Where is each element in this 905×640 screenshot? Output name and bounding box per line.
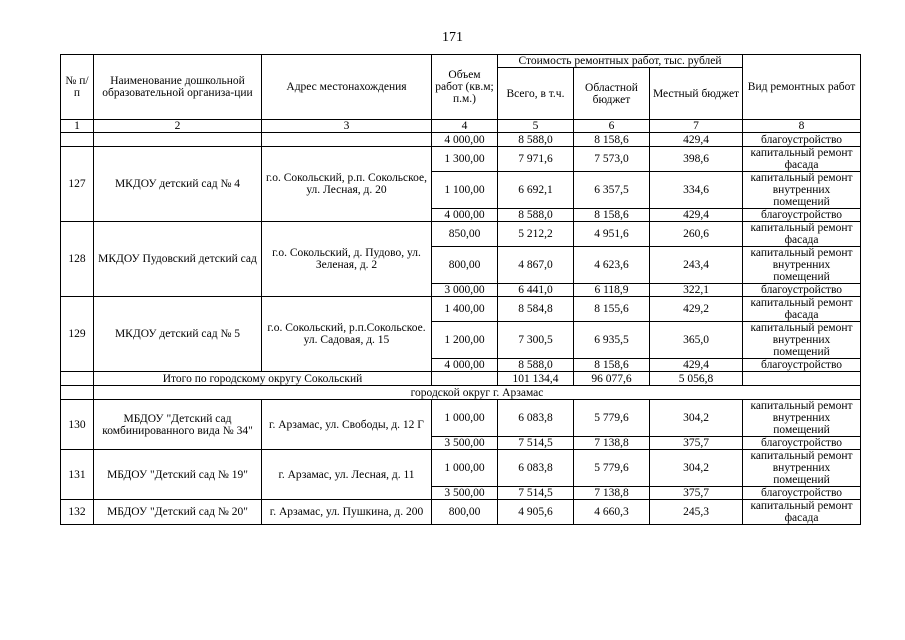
header-regional: Областной бюджет	[574, 68, 650, 120]
volume-cell: 1 400,00	[432, 297, 498, 322]
page-number: 171	[442, 30, 463, 45]
volume-cell: 4 000,00	[432, 133, 498, 147]
address-cell: г.о. Сокольский, д. Пудово, ул. Зеленая, д. 2	[262, 222, 432, 297]
work-type-cell: благоустройство	[743, 437, 861, 450]
col-number: 6	[574, 120, 650, 133]
header-address: Адрес местонахождения	[262, 55, 432, 120]
empty-cell	[94, 133, 262, 147]
repair-works-table	[60, 54, 861, 525]
local-cell: 375,7	[650, 487, 743, 500]
carry-over-row	[61, 133, 861, 147]
volume-cell: 4 000,00	[432, 359, 498, 372]
work-type-cell: капитальный ремонт фасада	[743, 147, 861, 172]
row-number-cell: 132	[61, 500, 94, 525]
institution-name-cell: МКДОУ детский сад № 5	[94, 297, 262, 372]
total-cell: 8 588,0	[498, 359, 574, 372]
local-cell: 429,4	[650, 209, 743, 222]
empty-cell	[743, 372, 861, 386]
col-number: 3	[262, 120, 432, 133]
local-cell: 260,6	[650, 222, 743, 247]
subtotal-row	[61, 372, 861, 386]
header-work-type: Вид ремонтных работ	[743, 55, 861, 120]
address-cell: г. Арзамас, ул. Свободы, д. 12 Г	[262, 400, 432, 450]
total-cell: 6 441,0	[498, 284, 574, 297]
header-row	[61, 55, 861, 68]
regional-cell: 7 573,0	[574, 147, 650, 172]
regional-cell: 8 158,6	[574, 359, 650, 372]
volume-cell: 1 200,00	[432, 322, 498, 359]
regional-cell: 5 779,6	[574, 450, 650, 487]
table-row	[61, 450, 861, 487]
total-cell: 6 083,8	[498, 450, 574, 487]
work-type-cell: благоустройство	[743, 359, 861, 372]
header-total: Всего, в т.ч.	[498, 68, 574, 120]
work-type-cell: благоустройство	[743, 133, 861, 147]
volume-cell: 1 100,00	[432, 172, 498, 209]
total-cell: 8 584,8	[498, 297, 574, 322]
work-type-cell: капитальный ремонт внутренних помещений	[743, 322, 861, 359]
institution-name-cell: МБДОУ "Детский сад комбинированного вида № 34"	[94, 400, 262, 450]
institution-name-cell: МБДОУ "Детский сад № 20"	[94, 500, 262, 525]
row-number-cell: 127	[61, 147, 94, 222]
volume-cell: 4 000,00	[432, 209, 498, 222]
total-cell: 4 905,6	[498, 500, 574, 525]
volume-cell: 3 500,00	[432, 437, 498, 450]
regional-cell: 8 155,6	[574, 297, 650, 322]
header-volume: Объем работ (кв.м; п.м.)	[432, 55, 498, 120]
local-cell: 243,4	[650, 247, 743, 284]
total-cell: 7 300,5	[498, 322, 574, 359]
regional-cell: 7 138,8	[574, 437, 650, 450]
table-row	[61, 500, 861, 525]
volume-cell: 1 000,00	[432, 400, 498, 437]
total-cell: 5 212,2	[498, 222, 574, 247]
work-type-cell: капитальный ремонт внутренних помещений	[743, 247, 861, 284]
header-local: Местный бюджет	[650, 68, 743, 120]
address-cell: г. Арзамас, ул. Лесная, д. 11	[262, 450, 432, 500]
total-cell: 8 588,0	[498, 209, 574, 222]
regional-cell: 4 951,6	[574, 222, 650, 247]
row-number-cell: 130	[61, 400, 94, 450]
col-number: 8	[743, 120, 861, 133]
work-type-cell: благоустройство	[743, 284, 861, 297]
work-type-cell: капитальный ремонт фасада	[743, 297, 861, 322]
work-type-cell: капитальный ремонт внутренних помещений	[743, 172, 861, 209]
address-cell: г.о. Сокольский, р.п.Сокольское. ул. Садовая, д. 15	[262, 297, 432, 372]
volume-cell: 1 300,00	[432, 147, 498, 172]
column-numbers-row	[61, 120, 861, 133]
local-cell: 429,2	[650, 297, 743, 322]
total-cell: 6 692,1	[498, 172, 574, 209]
total-cell: 7 514,5	[498, 487, 574, 500]
col-number: 5	[498, 120, 574, 133]
total-cell: 6 083,8	[498, 400, 574, 437]
col-number: 7	[650, 120, 743, 133]
volume-cell: 800,00	[432, 247, 498, 284]
header-num: № п/п	[61, 55, 94, 120]
col-number: 2	[94, 120, 262, 133]
local-cell: 322,1	[650, 284, 743, 297]
regional-cell: 8 158,6	[574, 133, 650, 147]
local-cell: 5 056,8	[650, 372, 743, 386]
volume-cell: 800,00	[432, 500, 498, 525]
local-cell: 398,6	[650, 147, 743, 172]
local-cell: 304,2	[650, 450, 743, 487]
work-type-cell: капитальный ремонт фасада	[743, 222, 861, 247]
work-type-cell: капитальный ремонт внутренних помещений	[743, 400, 861, 437]
volume-cell: 1 000,00	[432, 450, 498, 487]
col-number: 4	[432, 120, 498, 133]
regional-cell: 7 138,8	[574, 487, 650, 500]
table-row	[61, 222, 861, 247]
regional-cell: 4 660,3	[574, 500, 650, 525]
regional-cell: 4 623,6	[574, 247, 650, 284]
local-cell: 334,6	[650, 172, 743, 209]
regional-cell: 8 158,6	[574, 209, 650, 222]
regional-cell: 5 779,6	[574, 400, 650, 437]
header-name: Наименование дошкольной образовательной организа-ции	[94, 55, 262, 120]
empty-cell	[61, 386, 94, 400]
work-type-cell: капитальный ремонт фасада	[743, 500, 861, 525]
table-row	[61, 400, 861, 437]
total-cell: 8 588,0	[498, 133, 574, 147]
subtotal-label: Итого по городскому округу Сокольский	[94, 372, 432, 386]
total-cell: 7 971,6	[498, 147, 574, 172]
volume-cell: 850,00	[432, 222, 498, 247]
regional-cell: 6 118,9	[574, 284, 650, 297]
total-cell: 4 867,0	[498, 247, 574, 284]
work-type-cell: капитальный ремонт внутренних помещений	[743, 450, 861, 487]
table-row	[61, 297, 861, 322]
local-cell: 429,4	[650, 133, 743, 147]
district-row	[61, 386, 861, 400]
local-cell: 365,0	[650, 322, 743, 359]
local-cell: 429,4	[650, 359, 743, 372]
row-number-cell: 129	[61, 297, 94, 372]
total-cell: 101 134,4	[498, 372, 574, 386]
empty-cell	[432, 372, 498, 386]
row-number-cell: 131	[61, 450, 94, 500]
work-type-cell: благоустройство	[743, 487, 861, 500]
regional-cell: 96 077,6	[574, 372, 650, 386]
institution-name-cell: МКДОУ детский сад № 4	[94, 147, 262, 222]
local-cell: 245,3	[650, 500, 743, 525]
district-label: городской округ г. Арзамас	[94, 386, 861, 400]
work-type-cell: благоустройство	[743, 209, 861, 222]
regional-cell: 6 935,5	[574, 322, 650, 359]
volume-cell: 3 000,00	[432, 284, 498, 297]
institution-name-cell: МБДОУ "Детский сад № 19"	[94, 450, 262, 500]
row-number-cell: 128	[61, 222, 94, 297]
total-cell: 7 514,5	[498, 437, 574, 450]
col-number: 1	[61, 120, 94, 133]
address-cell: г.о. Сокольский, р.п. Сокольское, ул. Лесная, д. 20	[262, 147, 432, 222]
regional-cell: 6 357,5	[574, 172, 650, 209]
local-cell: 375,7	[650, 437, 743, 450]
volume-cell: 3 500,00	[432, 487, 498, 500]
local-cell: 304,2	[650, 400, 743, 437]
address-cell: г. Арзамас, ул. Пушкина, д. 200	[262, 500, 432, 525]
empty-cell	[61, 372, 94, 386]
empty-cell	[262, 133, 432, 147]
empty-cell	[61, 133, 94, 147]
header-cost-group: Стоимость ремонтных работ, тыс. рублей	[498, 55, 743, 68]
table-row	[61, 147, 861, 172]
institution-name-cell: МКДОУ Пудовский детский сад	[94, 222, 262, 297]
